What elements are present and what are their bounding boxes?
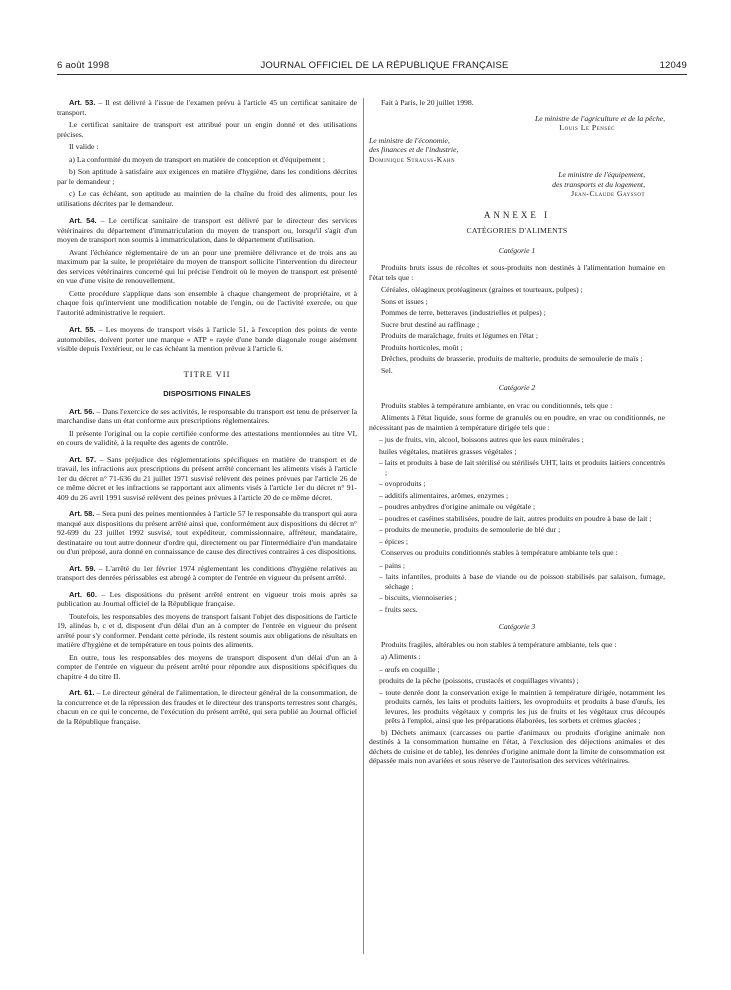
list-item: c) Le cas échéant, son aptitude au maintien de la chaîne du froid des aliments, pour les utilisations décrites par le demandeur.	[57, 189, 357, 208]
article-56: Art. 56. – Dans l'exercice de ses activités, le responsable du transport est tenu de préserver la marchandise dans un état conforme aux prescriptions réglementaires.	[57, 406, 357, 425]
list-item: Céréales, oléagineux protéagineux (graines et tourteaux, pulpes) ;	[381, 285, 583, 294]
list-item: – épices ;	[379, 536, 409, 546]
signatory-role: des transports et du logement,	[552, 179, 645, 189]
list-item: huiles végétales, matières grasses végétales ;	[379, 446, 517, 456]
list-item: – biscuits, viennoiseries ;	[379, 593, 457, 602]
paragraph: Cette procédure s'applique dans son ensemble à chaque changement de propriétaire, et à chaque fois qu'intervient une modification notable de l'engin, ou de l'activité exercée, ou que l'autorité administrative le requiert.	[57, 288, 357, 317]
list-item: Sucre brut destiné au raffinage ;	[381, 319, 480, 329]
article-61: Art. 61. – Le directeur général de l'alimentation, le directeur général de la consommation, de la concurrence et de la répression des fraudes et le directeur des transports terrestres sont chargés, chacun en ce qui le concerne, de l'exécution du présent arrêté, qui sera publié au Journal officiel de la République française.	[57, 688, 357, 726]
list-item: – œufs en coquille ;	[379, 664, 440, 674]
paragraph: Produits fragiles, altérables ou non stables à température ambiante, tels que :	[381, 639, 617, 649]
list-item: Produits de maraîchage, fruits et légumes en l'état ;	[381, 331, 539, 340]
signature-date: Fait à Paris, le 20 juillet 1998.	[381, 98, 474, 107]
article-53: Art. 53. – Il est délivré à l'issue de l'examen prévu à l'article 45 un certificat sanitaire de transport.	[57, 98, 357, 117]
titre-heading: TITRE VII	[183, 368, 231, 379]
paragraph: Toutefois, les responsables des moyens de transport faisant l'objet des dispositions de l'article 19, alinéas b, c et d, disposent d'un délai d'un an à compter de l'entrée en vigueur du présent arrêté pour s'y conformer. Pendant cette période, ils restent soumis aux obligations de résultats en matière d'hygiène et de température en tous points des aliments.	[57, 611, 357, 649]
list-item: – poudres et caséines stabilisées, poudre de lait, autres produits en poudre à base de lait ;	[379, 513, 652, 523]
list-item: – laits et produits à base de lait stérilisé ou stérilisés UHT, laits et produits laitiers concentrés ;	[379, 458, 665, 477]
header-title: JOURNAL OFFICIEL DE LA RÉPUBLIQUE FRANÇAISE	[260, 59, 509, 71]
list-item: produits de la pêche (poissons, crustacés et coquillages vivants) ;	[379, 676, 579, 685]
page-header	[57, 57, 687, 73]
column-divider	[363, 98, 364, 954]
header-page-number: 12049	[659, 59, 687, 71]
header-date: 6 août 1998	[57, 59, 110, 71]
paragraph: b) Déchets animaux (carcasses ou partie d'animaux ou produits d'origine animale non destinés à la consommation humaine en l'état, à l'exclusion des déjections animales et des déchets de cuisine et de table), les denrées d'origine animale dont la limite de consommation est dépassée mais non avariées et sous réserve de l'autorisation des services vétérinaires.	[369, 727, 665, 765]
signatory-role: Le ministre de l'agriculture et de la pêche,	[534, 113, 665, 123]
signatory-name: Jean-Claude Gayssot	[571, 189, 645, 198]
signatory-role: Le ministre de l'économie,	[369, 135, 450, 145]
list-item: b) Son aptitude à satisfaire aux exigences en matière d'hygiène, dans les conditions décrites par le demandeur ;	[57, 167, 357, 186]
list-item: – toute denrée dont la conservation exige le maintien à température dirigée, notamment les produits carnés, les laits et produits laitiers, les ovoproduits et produits à base d'œufs, les levures, les produits végétaux y compris les jus de fruits et les végétaux crus découpés prêts à l'emploi, ainsi que les préparations élaborées, les sorbets et crèmes glacées ;	[379, 687, 665, 725]
annexe-heading: ANNEXE I	[483, 209, 551, 220]
signatory-role: des finances et de l'industrie,	[369, 145, 459, 154]
list-item: Pommes de terre, betteraves (industrielles et pulpes) ;	[381, 308, 546, 317]
article-59: Art. 59. – L'arrêté du 1er février 1974 réglementant les conditions d'hygiène relatives au transport des denrées périssables est abrogé à compter de l'entrée en vigueur du présent arrêté.	[57, 563, 357, 582]
categories-heading: CATÉGORIES D'ALIMENTS	[466, 226, 568, 235]
list-item: – poudres anhydres d'origine animale ou végétale ;	[379, 502, 536, 511]
paragraph: Le certificat sanitaire de transport est attribué pour un engin donné et des utilisations précises.	[57, 120, 357, 139]
article-60: Art. 60. – Les dispositions du présent arrêté entrent en vigueur trois mois après sa publication au Journal officiel de la République française.	[57, 589, 357, 608]
signatory-role: Le ministre de l'équipement,	[558, 170, 645, 179]
paragraph: Produits stables à température ambiante, en vrac ou conditionnés, tels que :	[381, 400, 613, 410]
list-item: Produits horticoles, moût ;	[381, 342, 463, 352]
signatory-name: Dominique Strauss-Kahn	[369, 154, 456, 164]
sub-heading: a) Aliments :	[381, 652, 421, 661]
paragraph: Conserves ou produits conditionnés stables à température ambiante tels que :	[381, 548, 618, 557]
article-57: Art. 57. – Sans préjudice des réglementations spécifiques en matière de transport et de travail, les infractions aux prescriptions du présent arrêté concernant les aliments visés à l'article 1er du décret n° 71-636 du 21 juillet 1971 susvisé relèvent des peines prévues par l'article 26 de ce même décret et les infractions se rapportant aux aliments visés à l'article 1er du décret n° 91-409 du 26 avril 1991 susvisé relèvent des peines prévues à l'article 20 de ce même décret.	[57, 454, 357, 502]
paragraph: En outre, tous les responsables des moyens de transport disposent d'un délai d'un an à compter de l'entrée en vigueur du présent arrêté pour répondre aux dispositions spécifiques du chapitre 4 du titre II.	[57, 652, 357, 681]
paragraph: Avant l'échéance réglementaire de un an pour une première délivrance et de trois ans au maximum par la suite, le propriétaire du moyen de transport sollicite l'intervention du directeur des services vétérinaires concerné qui lui précise l'endroit où le moyen de transport est présenté en vue d'une visite de renouvellement.	[57, 247, 357, 285]
right-column	[369, 98, 665, 769]
list-item: – pains ;	[379, 560, 406, 570]
paragraph: Il valide :	[69, 142, 99, 151]
list-item: Drêches, produits de brasserie, produits de malterie, produits de semoulerie de maïs ;	[381, 354, 643, 363]
category-heading: Catégorie 1	[498, 245, 536, 255]
article-58: Art. 58. – Sera puni des peines mentionnées à l'article 57 le responsable du transport qui aura manqué aux dispositions du présent arrêté ainsi que, conformément aux dispositions du décret n° 92-699 du 23 juillet 1992 susvisé, tout expéditeur, commissionnaire, affréteur, mandataire, destinataire ou tout autre donneur d'ordre qui, directement ou par l'intermédiaire d'un mandataire ou d'un préposé, aura donné en connaissance de cause des directives contraires à ces dispositions.	[57, 509, 358, 556]
list-item: a) La conformité du moyen de transport en matière de conception et d'équipement ;	[69, 154, 326, 164]
list-item: – produits de meunerie, produits de semoulerie de blé dur ;	[379, 525, 561, 534]
paragraph: Il présente l'original ou la copie certifiée conforme des attestations mentionnées au titre VI, en cours de validité, à la requête des agents de contrôle.	[57, 428, 357, 447]
list-item: Sons et issues ;	[381, 296, 428, 306]
list-item: – jus de fruits, vin, alcool, boissons autres que les eaux minérales ;	[379, 435, 584, 444]
paragraph: Produits bruts issus de récoltes et sous-produits non destinés à l'alimentation humaine en l'état tels que :	[369, 263, 665, 282]
list-item: Sel.	[381, 365, 393, 375]
list-item: – fruits secs.	[379, 604, 418, 614]
category-heading: Catégorie 3	[498, 622, 536, 631]
list-item: – ovoproduits ;	[379, 479, 426, 488]
list-item: – additifs alimentaires, arômes, enzymes ;	[379, 490, 509, 500]
article-55: Art. 55. – Les moyens de transport visés à l'article 51, à l'exception des points de vente automobiles, doivent porter une marque « ATP » rayée d'une bande diagonale rouge aisément visible depuis l'extérieur, ou le cas échéant la mention prévue à l'article 6.	[57, 325, 357, 353]
article-54: Art. 54. – Le certificat sanitaire de transport est délivré par le directeur des services vétérinaires du département d'immatriculation du moyen de transport ou, lorsqu'il s'agit d'un moyen de transport non soumis à immatriculation, dans le département d'utilisation.	[57, 216, 357, 244]
list-item: – laits infantiles, produits à base de viande ou de poisson stabilisés par salaison, fumage, séchage ;	[379, 572, 665, 591]
category-heading: Catégorie 2	[498, 383, 536, 392]
header-rule	[57, 74, 687, 75]
section-heading: DISPOSITIONS FINALES	[163, 389, 251, 398]
paragraph: Aliments à l'état liquide, sous forme de granulés ou en poudre, en vrac ou conditionnés, ne nécessitant pas de maintien à température dirigée tels que :	[369, 413, 665, 432]
signatory-name: Louis Le Pensec	[559, 123, 615, 132]
left-column	[57, 98, 357, 729]
